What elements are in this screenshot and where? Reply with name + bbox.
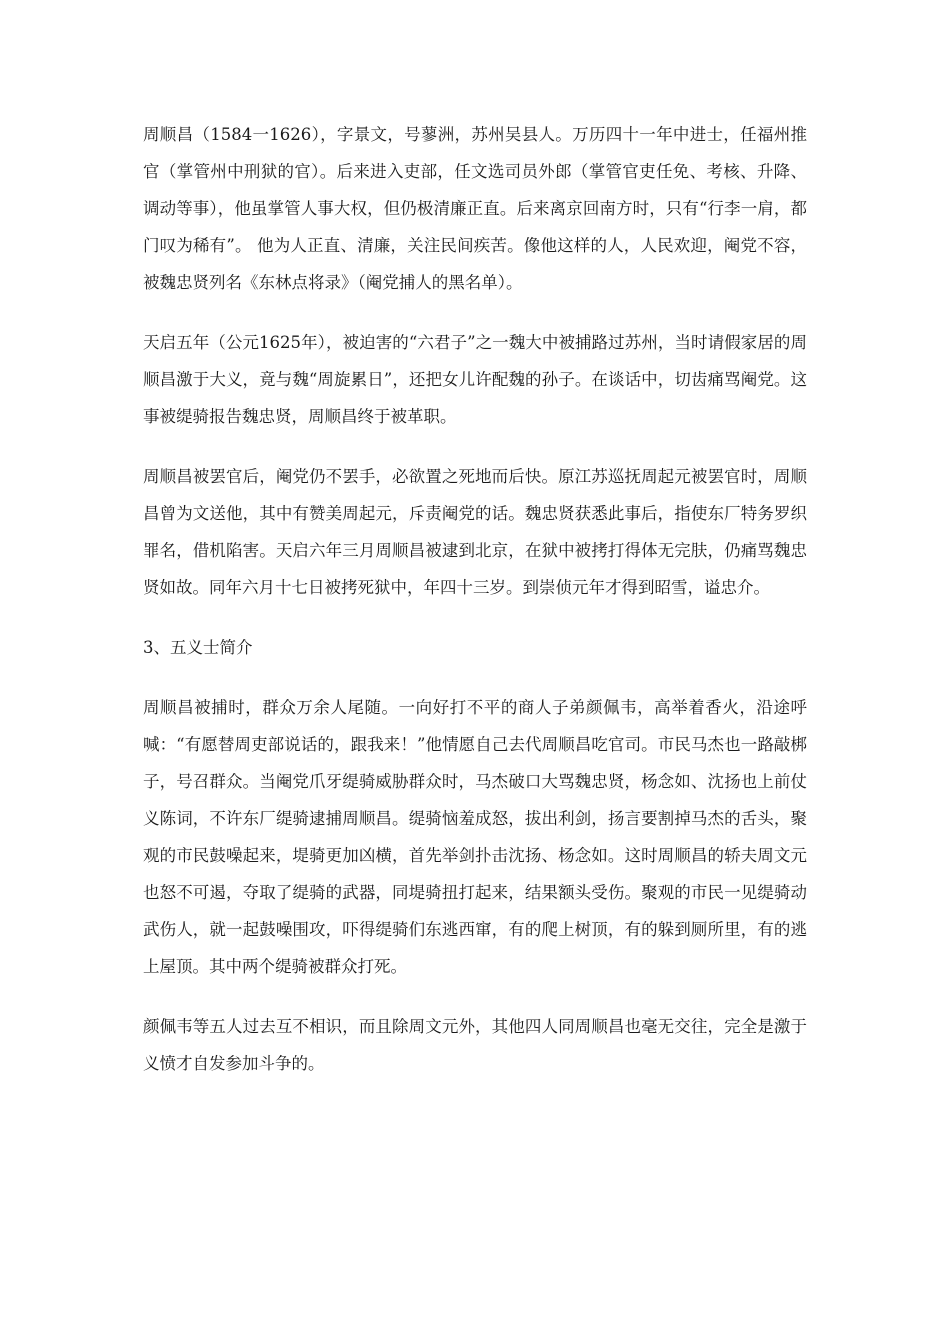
paragraph-five-men: 颜佩韦等五人过去互不相识，而且除周文元外，其他四人同周顺昌也毫无交往，完全是激于义愤才自发参加斗争的。	[143, 1017, 807, 1073]
paragraph-zhou-shunchang-bio: 周顺昌（1584一1626），字景文，号蓼洲，苏州吴县人。万历四十一年中进士，任福州推官（掌管州中刑狱的官）。后来进入吏部，任文选司员外郎（掌管官吏任免、考核、升降、调动等事），他虽掌管人事大权，但仍极清廉正直。后来离京回南方时，只有“行李一肩，都门叹为稀有”。 他为人正直、清廉，关注民间疾苦。像他这样的人，人民欢迎，阉党不容，被魏忠贤列名《东林点将录》（阉党捕人的黑名单）。	[143, 125, 807, 292]
paragraph-arrest-uprising: 周顺昌被捕时，群众万余人尾随。一向好打不平的商人子弟颜佩韦，高举着香火，沿途呼喊：“有愿替周吏部说话的，跟我来！”他情愿自己去代周顺昌吃官司。市民马杰也一路敲梆子，号召群众。当阉党爪牙缇骑威胁群众时，马杰破口大骂魏忠贤，杨念如、沈扬也上前仗义陈词，不许东厂缇骑逮捕周顺昌。缇骑恼羞成怒，拔出利剑，扬言要割掉马杰的舌头，聚观的市民鼓噪起来，堤骑更加凶横，首先举剑扑击沈扬、杨念如。这时周顺昌的轿夫周文元也怒不可遏，夺取了缇骑的武器，同堤骑扭打起来，结果额头受伤。聚观的市民一见缇骑动武伤人，就一起鼓噪围攻，吓得缇骑们东逃西窜，有的爬上树顶，有的躲到厕所里，有的逃上屋顶。其中两个缇骑被群众打死。	[143, 698, 807, 976]
document-body	[143, 116, 807, 1105]
section-heading: 3、五义士简介	[143, 638, 253, 657]
paragraph-tianqi-fifth-year: 天启五年（公元1625年），被迫害的“六君子”之一魏大中被捕路过苏州，当时请假家居的周顺昌激于大义，竟与魏“周旋累日”，还把女儿许配魏的孙子。在谈话中，切齿痛骂阉党。这事被缇骑报告魏忠贤，周顺昌终于被革职。	[143, 333, 807, 426]
paragraph-dismissal-and-death: 周顺昌被罢官后，阉党仍不罢手，必欲置之死地而后快。原江苏巡抚周起元被罢官时，周顺昌曾为文送他，其中有赞美周起元，斥责阉党的话。魏忠贤获悉此事后，指使东厂特务罗织罪名，借机陷害。天启六年三月周顺昌被逮到北京，在狱中被拷打得体无完肤，仍痛骂魏忠贤如故。同年六月十七日被拷死狱中，年四十三岁。到崇侦元年才得到昭雪，谥忠介。	[143, 467, 807, 597]
